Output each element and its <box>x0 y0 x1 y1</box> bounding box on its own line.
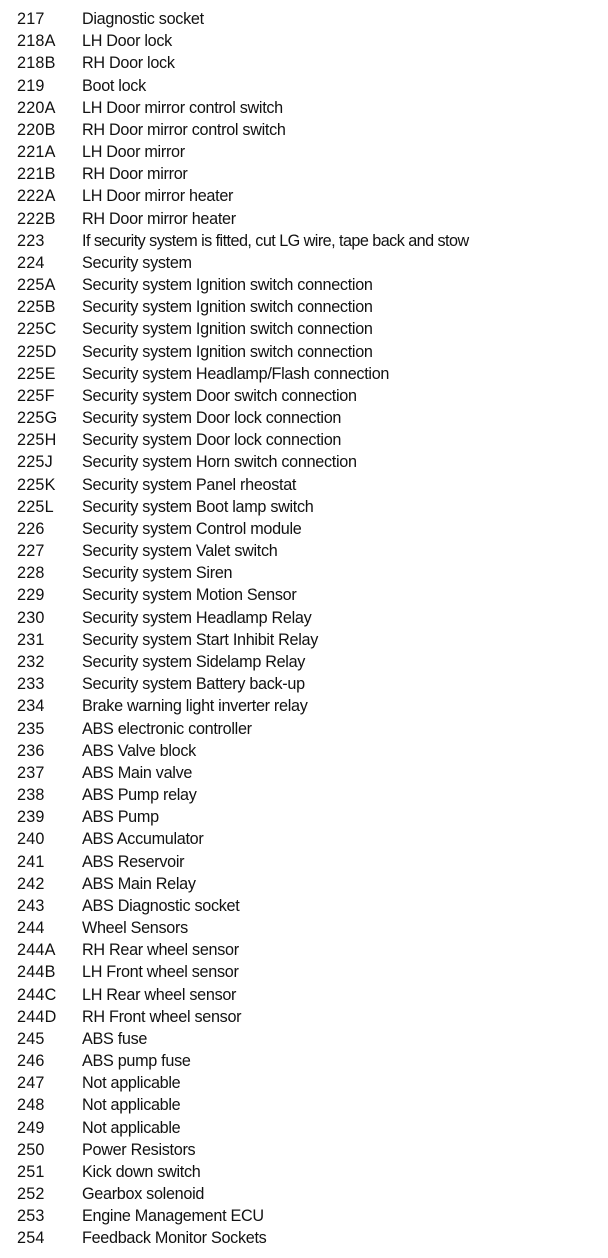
legend-row <box>17 208 602 230</box>
legend-row <box>17 1139 602 1161</box>
legend-code: 225E <box>17 364 56 383</box>
legend-description: Security system Door switch connection <box>82 386 357 405</box>
legend-description: LH Front wheel sensor <box>82 963 239 982</box>
legend-code: 235 <box>17 719 45 738</box>
legend-row <box>17 274 602 296</box>
legend-code: 225A <box>17 276 56 295</box>
legend-description: Security system Battery back-up <box>82 675 305 694</box>
legend-description: Security system Headlamp Relay <box>82 608 312 627</box>
legend-description: ABS Pump relay <box>82 786 197 805</box>
legend-row <box>17 695 602 717</box>
legend-row <box>17 52 602 74</box>
legend-code: 228 <box>17 564 45 583</box>
legend-description: Security system Start Inhibit Relay <box>82 630 318 649</box>
legend-row <box>17 784 602 806</box>
legend-row <box>17 185 602 207</box>
legend-code: 244A <box>17 941 56 960</box>
legend-code: 246 <box>17 1052 45 1071</box>
legend-code: 225H <box>17 431 57 450</box>
legend-description: Not applicable <box>82 1118 181 1137</box>
legend-code: 242 <box>17 874 45 893</box>
legend-description: Security system Headlamp/Flash connection <box>82 364 390 383</box>
legend-row <box>17 895 602 917</box>
legend-row <box>17 828 602 850</box>
legend-row <box>17 141 602 163</box>
legend-row <box>17 1050 602 1072</box>
legend-code: 219 <box>17 76 45 95</box>
legend-row <box>17 407 602 429</box>
legend-code: 243 <box>17 896 45 915</box>
legend-row <box>17 30 602 52</box>
legend-row <box>17 363 602 385</box>
legend-code: 247 <box>17 1074 45 1093</box>
legend-description: ABS Diagnostic socket <box>82 896 240 915</box>
legend-code: 225C <box>17 320 57 339</box>
legend-row <box>17 75 602 97</box>
legend-code: 226 <box>17 519 45 538</box>
legend-description: RH Door mirror <box>82 165 188 184</box>
legend-description: ABS Main valve <box>82 763 193 782</box>
legend-code: 224 <box>17 253 45 272</box>
legend-code: 225B <box>17 298 56 317</box>
legend-code: 241 <box>17 852 45 871</box>
legend-row <box>17 8 602 30</box>
legend-description: LH Door mirror heater <box>82 187 234 206</box>
legend-description: Security system Ignition switch connection <box>82 320 373 339</box>
legend-code: 225F <box>17 386 55 405</box>
component-legend-list <box>17 8 602 1250</box>
legend-description: ABS Valve block <box>82 741 196 760</box>
legend-row <box>17 1161 602 1183</box>
legend-description: Security system <box>82 253 192 272</box>
legend-row <box>17 451 602 473</box>
legend-code: 225L <box>17 497 54 516</box>
legend-code: 254 <box>17 1229 45 1248</box>
legend-row <box>17 230 602 252</box>
legend-description: Security system Panel rheostat <box>82 475 297 494</box>
legend-code: 250 <box>17 1140 45 1159</box>
legend-row <box>17 917 602 939</box>
legend-code: 223 <box>17 231 45 250</box>
legend-row <box>17 629 602 651</box>
legend-row <box>17 584 602 606</box>
legend-row <box>17 562 602 584</box>
legend-description: Security system Ignition switch connection <box>82 276 373 295</box>
legend-description: RH Front wheel sensor <box>82 1007 242 1026</box>
legend-description: ABS Main Relay <box>82 874 196 893</box>
legend-row <box>17 252 602 274</box>
legend-description: Not applicable <box>82 1074 181 1093</box>
legend-code: 227 <box>17 542 45 561</box>
legend-description: RH Door mirror control switch <box>82 120 286 139</box>
legend-row <box>17 1117 602 1139</box>
legend-code: 218B <box>17 54 56 73</box>
legend-code: 249 <box>17 1118 45 1137</box>
legend-code: 225G <box>17 409 58 428</box>
legend-row <box>17 163 602 185</box>
legend-description: LH Door lock <box>82 32 172 51</box>
legend-code: 230 <box>17 608 45 627</box>
legend-description: Security system Sidelamp Relay <box>82 652 306 671</box>
legend-row <box>17 607 602 629</box>
legend-code: 220A <box>17 98 56 117</box>
legend-code: 222A <box>17 187 56 206</box>
legend-row <box>17 1227 602 1249</box>
legend-row <box>17 939 602 961</box>
legend-row <box>17 718 602 740</box>
legend-code: 248 <box>17 1096 45 1115</box>
legend-description: Power Resistors <box>82 1140 196 1159</box>
legend-row <box>17 474 602 496</box>
legend-description: LH Door mirror control switch <box>82 98 283 117</box>
legend-row <box>17 1094 602 1116</box>
legend-description: If security system is fitted, cut LG wire, tape back and stow <box>82 231 469 250</box>
legend-row <box>17 673 602 695</box>
legend-description: LH Rear wheel sensor <box>82 985 237 1004</box>
legend-code: 252 <box>17 1185 45 1204</box>
legend-description: ABS Reservoir <box>82 852 185 871</box>
legend-description: Brake warning light inverter relay <box>82 697 308 716</box>
legend-code: 222B <box>17 209 56 228</box>
legend-code: 244 <box>17 919 45 938</box>
legend-description: ABS Accumulator <box>82 830 204 849</box>
legend-description: Security system Horn switch connection <box>82 453 357 472</box>
legend-code: 238 <box>17 786 45 805</box>
legend-description: Security system Siren <box>82 564 233 583</box>
legend-description: RH Rear wheel sensor <box>82 941 239 960</box>
legend-row <box>17 873 602 895</box>
legend-code: 221A <box>17 143 56 162</box>
legend-code: 218A <box>17 32 56 51</box>
legend-code: 229 <box>17 586 45 605</box>
legend-code: 225D <box>17 342 57 361</box>
legend-row <box>17 540 602 562</box>
legend-description: RH Door lock <box>82 54 175 73</box>
legend-row <box>17 1072 602 1094</box>
legend-row <box>17 1028 602 1050</box>
legend-code: 239 <box>17 808 45 827</box>
legend-description: Boot lock <box>82 76 146 95</box>
legend-code: 217 <box>17 10 45 28</box>
legend-description: Security system Boot lamp switch <box>82 497 314 516</box>
legend-description: LH Door mirror <box>82 143 185 162</box>
legend-row <box>17 385 602 407</box>
legend-code: 253 <box>17 1207 45 1226</box>
legend-description: RH Door mirror heater <box>82 209 236 228</box>
legend-description: Not applicable <box>82 1096 181 1115</box>
legend-description: Security system Valet switch <box>82 542 278 561</box>
legend-row <box>17 1006 602 1028</box>
legend-code: 244B <box>17 963 56 982</box>
legend-row <box>17 984 602 1006</box>
legend-row <box>17 496 602 518</box>
legend-code: 251 <box>17 1162 45 1181</box>
legend-description: Security system Door lock connection <box>82 409 342 428</box>
legend-description: ABS fuse <box>82 1029 148 1048</box>
legend-code: 225K <box>17 475 56 494</box>
legend-description: Feedback Monitor Sockets <box>82 1229 267 1248</box>
legend-description: ABS electronic controller <box>82 719 252 738</box>
legend-description: Security system Ignition switch connection <box>82 298 373 317</box>
legend-code: 220B <box>17 120 56 139</box>
legend-code: 234 <box>17 697 45 716</box>
legend-row <box>17 806 602 828</box>
legend-row <box>17 318 602 340</box>
legend-description: Security system Door lock connection <box>82 431 342 450</box>
legend-code: 244C <box>17 985 57 1004</box>
legend-description: Security system Control module <box>82 519 302 538</box>
legend-code: 245 <box>17 1029 45 1048</box>
legend-description: Engine Management ECU <box>82 1207 264 1226</box>
legend-code: 231 <box>17 630 45 649</box>
legend-code: 236 <box>17 741 45 760</box>
legend-description: Security system Ignition switch connection <box>82 342 373 361</box>
legend-description: Kick down switch <box>82 1162 201 1181</box>
legend-row <box>17 429 602 451</box>
legend-row <box>17 651 602 673</box>
legend-row <box>17 1183 602 1205</box>
legend-row <box>17 740 602 762</box>
legend-code: 225J <box>17 453 53 472</box>
legend-row <box>17 119 602 141</box>
legend-description: ABS Pump <box>82 808 159 827</box>
legend-description: Wheel Sensors <box>82 919 188 938</box>
legend-code: 232 <box>17 652 45 671</box>
legend-code: 237 <box>17 763 45 782</box>
legend-row <box>17 762 602 784</box>
legend-row <box>17 341 602 363</box>
legend-code: 244D <box>17 1007 57 1026</box>
legend-description: Security system Motion Sensor <box>82 586 297 605</box>
legend-row <box>17 961 602 983</box>
legend-code: 233 <box>17 675 45 694</box>
legend-row <box>17 851 602 873</box>
legend-description: ABS pump fuse <box>82 1052 191 1071</box>
legend-row <box>17 296 602 318</box>
legend-description: Gearbox solenoid <box>82 1185 205 1204</box>
legend-code: 221B <box>17 165 56 184</box>
legend-row <box>17 1205 602 1227</box>
legend-row <box>17 97 602 119</box>
legend-row <box>17 518 602 540</box>
legend-description: Diagnostic socket <box>82 10 204 28</box>
legend-code: 240 <box>17 830 45 849</box>
